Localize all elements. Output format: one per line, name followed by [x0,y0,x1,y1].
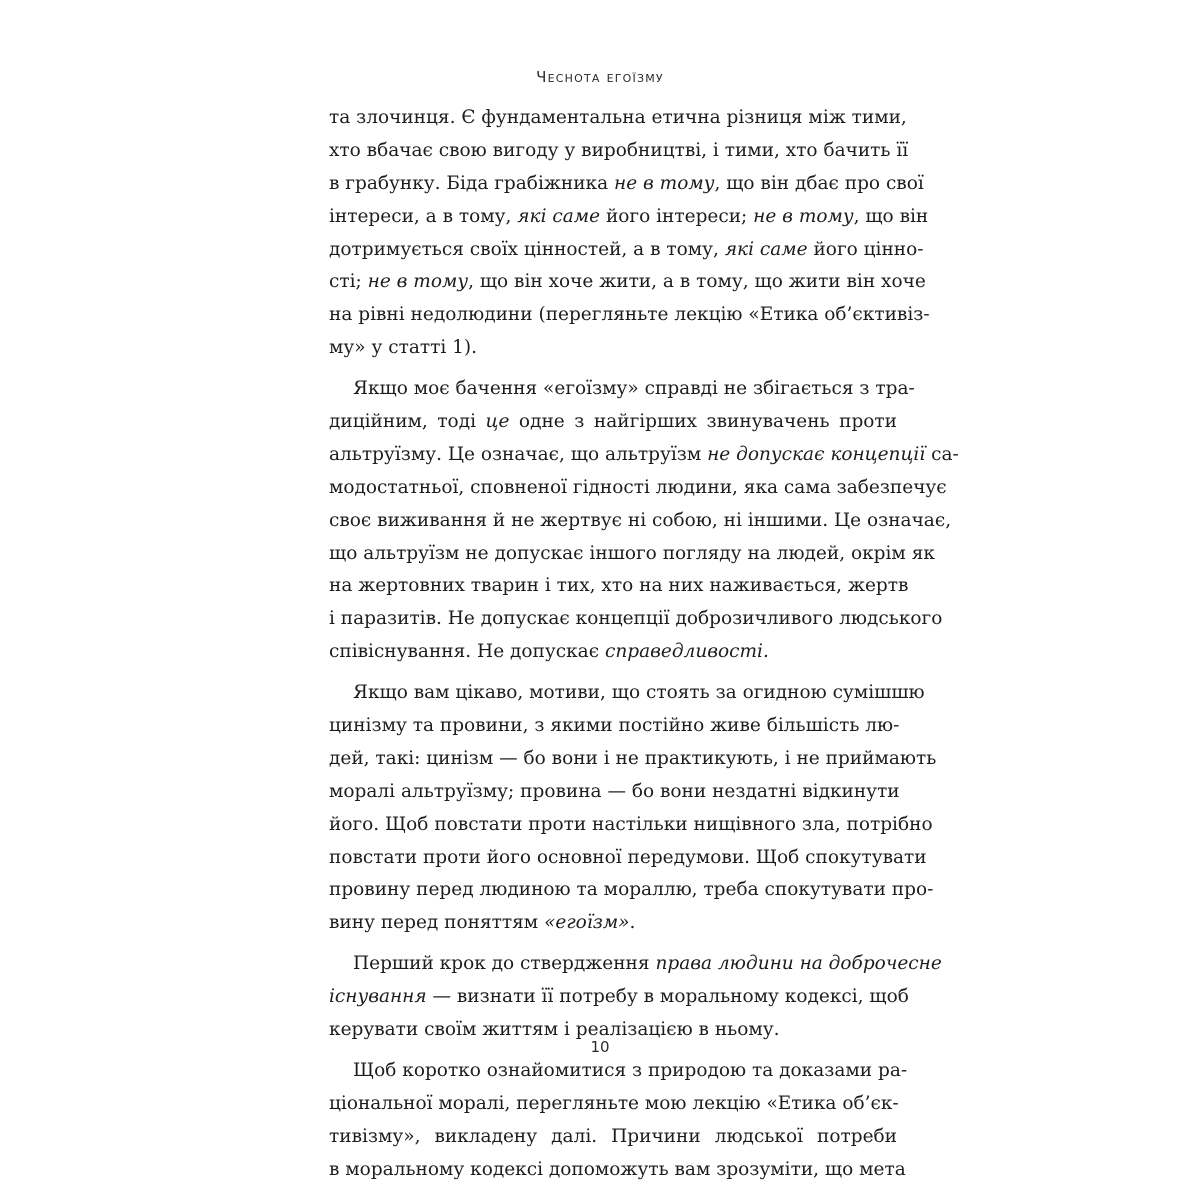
text-run: моралі альтруїзму; провина — бо вони нездатні відкинути [329,780,900,802]
text-run: інтереси, а в тому, [329,205,518,227]
text-line [329,570,909,603]
text-line [329,168,924,201]
italic-run: які саме [724,238,808,260]
text-line [329,710,900,743]
text-run: і паразитів. Не допускає концепції доброзичливого людського [329,608,943,630]
italic-run: не в тому [753,205,854,227]
text-run: його інтереси; [600,205,754,227]
text-line [329,135,909,168]
text-run: в грабунку. Біда грабіжника [329,172,615,194]
text-run: Перший крок до ствердження [353,953,656,975]
paragraph [329,948,942,1047]
text-line [329,538,935,571]
text-run: Якщо вам цікаво, мотиви, що стоять за огидною сумішшю [353,682,925,704]
text-run: хто вбачає свою вигоду у виробництві, і тими, хто бачить її [329,139,909,161]
paragraph-gap [329,669,897,677]
paragraph-gap [329,940,897,948]
running-title: Чеснота егоїзму [536,68,664,86]
text-run: та злочинця. Є фундаментальна етична різниця між тими, [329,107,907,128]
text-run: ціональної моралі, перегляньте мою лекцію «Етика об’єк- [329,1092,899,1114]
text-line [329,439,959,472]
text-line [329,1154,906,1187]
text-run: одне з найгірших звинувачень проти [509,411,898,433]
italic-run: які саме [517,205,601,227]
paragraph [329,1055,908,1187]
text-line [329,809,933,842]
text-line [329,842,927,875]
text-run: в моральному кодексі допоможуть вам зрозуміти, що мета [329,1158,906,1180]
text-line [329,874,934,907]
italic-run: не в тому [367,271,469,293]
text-run: , що він дбає про свої [714,172,924,194]
text-line [329,907,897,940]
text-line [329,1121,897,1154]
text-run: . [629,912,636,934]
italic-run: не в тому [614,172,715,194]
text-line [329,743,937,776]
text-run: повстати проти його основної передумови. Щоб спокутувати [329,846,927,868]
text-run: са- [925,443,959,465]
text-run: його цінно- [807,238,924,260]
text-run: керувати своїм життям і реалізацією в ньому. [329,1019,780,1041]
text-line [329,472,947,505]
italic-run: існування [329,986,427,1008]
text-run: його. Щоб повстати проти настільки нищівного зла, потрібно [329,813,933,835]
italic-run: це [485,411,510,433]
text-run: на жертовних тварин і тих, хто на них наживається, жертв [329,575,909,597]
text-line [329,201,929,234]
text-run: , що він хоче жити, а в тому, що жити він хоче [468,271,926,293]
body-text [329,102,959,1187]
text-run: му» у статті 1). [329,337,477,359]
text-line [329,299,930,332]
text-line [329,373,915,406]
paragraph-gap [329,365,897,373]
text-run: на рівні недолюдини (перегляньте лекцію «Етика об’єктивіз- [329,304,930,326]
paragraph [329,373,959,669]
text-run: співіснування. Не допускає [329,641,605,663]
italic-run: справедливості. [604,641,769,663]
italic-run: права людини на доброчесне [655,953,942,975]
text-line [329,406,897,439]
text-line [329,636,897,669]
text-line [329,1055,908,1088]
text-run: провину перед людиною та мораллю, треба спокутувати про- [329,879,934,901]
text-line [329,102,907,135]
text-line [329,948,942,981]
text-run: що альтруїзм не допускає іншого погляду на людей, окрім як [329,542,935,564]
text-run: дотримується своїх цінностей, а в тому, [329,238,725,260]
text-line [329,981,909,1014]
text-line [329,234,924,267]
text-run: — визнати її потребу в моральному кодексі, щоб [426,986,909,1008]
text-run: тивізму», викладену далі. Причини людської потреби [329,1125,897,1147]
paragraph [329,677,937,940]
text-run: диційним, тоді [329,411,486,433]
text-run: цинізму та провини, з якими постійно живе більшість лю- [329,715,900,737]
text-run: дей, такі: цинізм — бо вони і не практикують, і не приймають [329,747,937,769]
text-run: модостатньої, сповненої гідності людини, яка сама забезпечує [329,476,947,498]
text-line [329,677,925,710]
italic-run: не допускає концепції [707,443,926,465]
text-run: , що він [853,205,929,227]
text-line [329,1088,897,1121]
text-line [329,332,897,365]
text-run: вину перед поняттям [329,912,545,934]
paragraph [329,102,930,365]
text-line [329,776,900,809]
text-run: Якщо моє бачення «егоїзму» справді не збігається з тра- [353,378,915,400]
text-run: альтруїзму. Це означає, що альтруїзм [329,443,708,465]
text-run: сті; [329,271,368,293]
page-number: 10 [590,1038,610,1056]
text-run: Щоб коротко ознайомитися з природою та доказами ра- [353,1059,908,1081]
text-line [329,505,952,538]
italic-run: «егоїзм» [544,912,630,934]
text-line [329,266,926,299]
text-line [329,603,943,636]
text-run: своє виживання й не жертвує ні собою, ні іншими. Це означає, [329,509,952,531]
